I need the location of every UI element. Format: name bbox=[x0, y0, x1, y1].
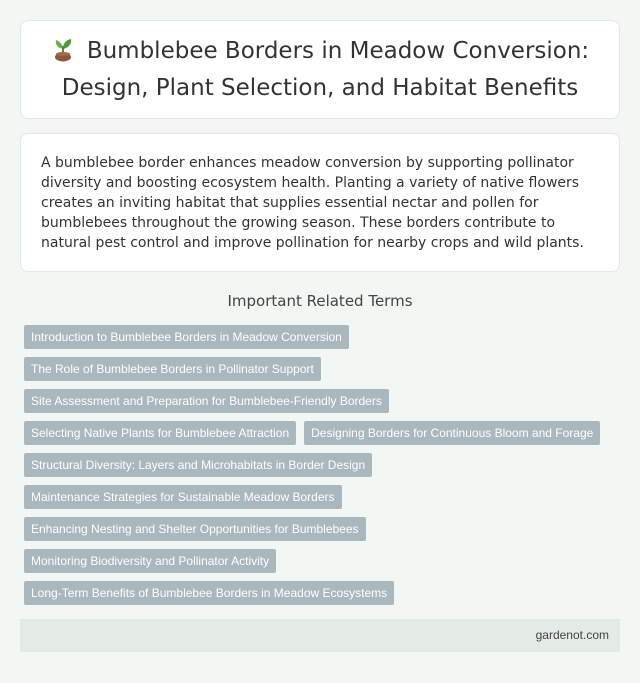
sprout-icon bbox=[51, 36, 75, 72]
term-tag[interactable]: Enhancing Nesting and Shelter Opportunities for Bumblebees bbox=[24, 517, 366, 541]
page-title-text: Bumblebee Borders in Meadow Conversion: Design, Plant Selection, and Habitat Benefits bbox=[61, 37, 590, 101]
term-row bbox=[20, 545, 620, 577]
term-tag[interactable]: Monitoring Biodiversity and Pollinator Activity bbox=[24, 549, 276, 573]
term-row bbox=[20, 449, 620, 481]
footer-site-link[interactable]: gardenot.com bbox=[535, 628, 609, 642]
term-tag[interactable]: Maintenance Strategies for Sustainable Meadow Borders bbox=[24, 485, 342, 509]
term-row bbox=[20, 417, 620, 449]
page-title bbox=[41, 35, 599, 105]
term-tag[interactable]: The Role of Bumblebee Borders in Pollinator Support bbox=[24, 357, 321, 381]
term-row bbox=[20, 481, 620, 513]
term-tag[interactable]: Designing Borders for Continuous Bloom and Forage bbox=[304, 421, 600, 445]
term-row bbox=[20, 353, 620, 385]
footer bbox=[20, 619, 620, 652]
intro-text: A bumblebee border enhances meadow conversion by supporting pollinator diversity and boosting ecosystem health. Planting a variety of native flowers creates an inviting habitat that supplies essential nectar and pollen for bumblebees throughout the growing season. These borders contribute to natural pest control and improve pollination for nearby crops and wild plants. bbox=[41, 155, 584, 251]
term-tag[interactable]: Site Assessment and Preparation for Bumblebee-Friendly Borders bbox=[24, 389, 389, 413]
term-tag[interactable]: Long-Term Benefits of Bumblebee Borders in Meadow Ecosystems bbox=[24, 581, 394, 605]
term-tag[interactable]: Introduction to Bumblebee Borders in Meadow Conversion bbox=[24, 325, 349, 349]
title-card bbox=[20, 20, 620, 119]
term-row bbox=[20, 577, 620, 609]
term-row bbox=[20, 513, 620, 545]
related-terms-list bbox=[20, 321, 620, 609]
term-tag[interactable]: Selecting Native Plants for Bumblebee Attraction bbox=[24, 421, 296, 445]
term-row bbox=[20, 385, 620, 417]
related-terms-heading: Important Related Terms bbox=[227, 292, 413, 310]
term-tag[interactable]: Structural Diversity: Layers and Microhabitats in Border Design bbox=[24, 453, 372, 477]
intro-card bbox=[20, 133, 620, 272]
term-row bbox=[20, 321, 620, 353]
